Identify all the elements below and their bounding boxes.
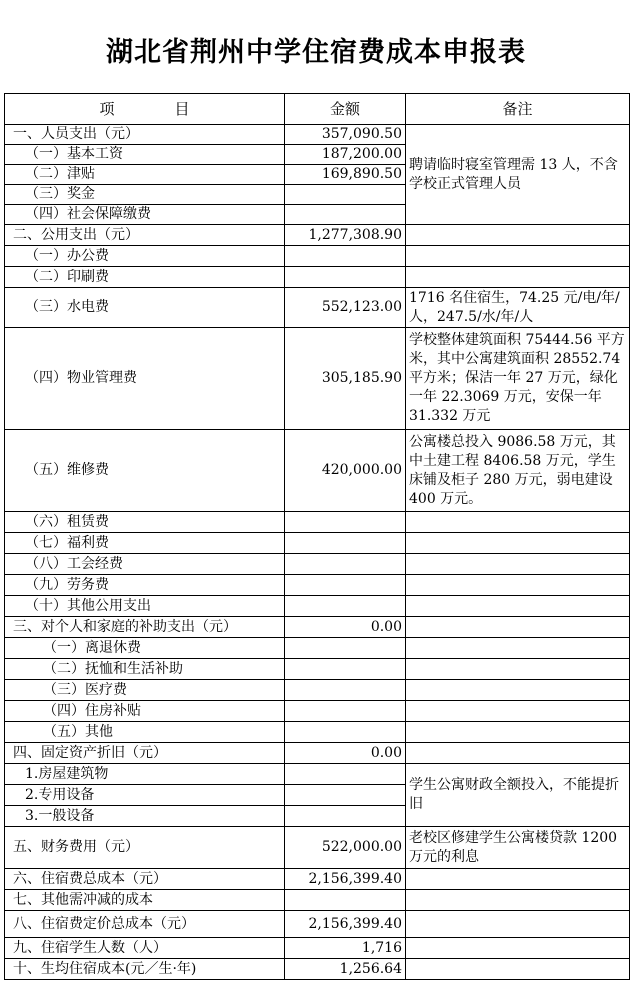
row-label: （二）津贴 [5, 165, 285, 185]
row-amount: 169,890.50 [285, 165, 406, 185]
row-label: 3.一般设备 [5, 806, 285, 827]
row-label: （七）福利费 [5, 533, 285, 554]
row-label: （三）水电费 [5, 288, 285, 328]
table-row [5, 680, 630, 701]
row-label: （二）抚恤和生活补助 [5, 659, 285, 680]
row-amount: 2,156,399.40 [285, 911, 406, 938]
row-label: 九、住宿学生人数（人） [5, 938, 285, 959]
row-label: （一）离退休费 [5, 638, 285, 659]
row-label: 十、生均住宿成本(元／生·年) [5, 959, 285, 980]
table-row [5, 533, 630, 554]
table-row [5, 575, 630, 596]
table-row [5, 938, 630, 959]
remark-utilities: 1716 名住宿生，74.25 元/电/年/人，247.5/水/年/人 [406, 288, 630, 328]
row-label: 一、人员支出（元） [5, 125, 285, 145]
remark-empty [406, 869, 630, 890]
table-row [5, 743, 630, 764]
row-label: （一）办公费 [5, 246, 285, 267]
row-label: （六）租赁费 [5, 512, 285, 533]
table-row [5, 288, 630, 328]
row-label: （九）劳务费 [5, 575, 285, 596]
table-row [5, 328, 630, 430]
row-amount [285, 246, 406, 267]
row-label: 1.房屋建筑物 [5, 764, 285, 785]
remark-property: 学校整体建筑面积 75444.56 平方米，其中公寓建筑面积 28552.74 平方米；保洁一年 27 万元，绿化一年 22.3069 万元，安保一年 31.332 万元 [406, 328, 630, 430]
row-label: 六、住宿费总成本（元） [5, 869, 285, 890]
remark-empty [406, 638, 630, 659]
page-title: 湖北省荆州中学住宿费成本申报表 [106, 37, 526, 68]
remark-empty [406, 959, 630, 980]
remark-empty [406, 890, 630, 911]
table-row [5, 617, 630, 638]
row-amount: 0.00 [285, 617, 406, 638]
table-row [5, 869, 630, 890]
row-label: （十）其他公用支出 [5, 596, 285, 617]
row-amount [285, 722, 406, 743]
row-amount [285, 701, 406, 722]
row-label: （八）工会经费 [5, 554, 285, 575]
row-amount [285, 596, 406, 617]
remark-empty [406, 680, 630, 701]
row-amount [285, 554, 406, 575]
row-amount [285, 785, 406, 806]
row-label: （四）物业管理费 [5, 328, 285, 430]
table-row [5, 267, 630, 288]
remark-empty [406, 554, 630, 575]
remark-empty [406, 575, 630, 596]
table-row [5, 659, 630, 680]
remark-empty [406, 743, 630, 764]
row-amount: 0.00 [285, 743, 406, 764]
table-row [5, 638, 630, 659]
table-row [5, 827, 630, 869]
row-amount [285, 659, 406, 680]
row-label: 2.专用设备 [5, 785, 285, 806]
remark-empty [406, 596, 630, 617]
row-label: （五）维修费 [5, 430, 285, 512]
row-label: （四）住房补贴 [5, 701, 285, 722]
row-label: 二、公用支出（元） [5, 225, 285, 246]
table-row [5, 722, 630, 743]
remark-empty [406, 659, 630, 680]
cost-report-table [4, 93, 630, 980]
row-label: （五）其他 [5, 722, 285, 743]
remark-empty [406, 533, 630, 554]
table-row [5, 554, 630, 575]
remark-empty [406, 225, 630, 246]
row-label: 三、对个人和家庭的补助支出（元） [5, 617, 285, 638]
row-amount: 552,123.00 [285, 288, 406, 328]
row-label: 四、固定资产折旧（元） [5, 743, 285, 764]
row-amount [285, 764, 406, 785]
remark-repair: 公寓楼总投入 9086.58 万元，其中土建工程 8406.58 万元，学生床铺及柜子 280 万元，弱电建设 400 万元。 [406, 430, 630, 512]
row-amount: 1,277,308.90 [285, 225, 406, 246]
row-label: 五、财务费用（元） [5, 827, 285, 869]
table-row [5, 430, 630, 512]
row-amount [285, 512, 406, 533]
row-amount: 420,000.00 [285, 430, 406, 512]
table-row [5, 596, 630, 617]
remark-empty [406, 246, 630, 267]
row-amount: 305,185.90 [285, 328, 406, 430]
row-amount [285, 205, 406, 225]
row-label: 八、住宿费定价总成本（元） [5, 911, 285, 938]
row-label: （四）社会保障缴费 [5, 205, 285, 225]
remark-empty [406, 701, 630, 722]
row-amount [285, 185, 406, 205]
remark-empty [406, 938, 630, 959]
remark-personnel: 聘请临时寝室管理需 13 人，不含学校正式管理人员 [406, 125, 630, 225]
row-label: （三）奖金 [5, 185, 285, 205]
row-amount [285, 638, 406, 659]
header-item-char-2: 目 [174, 99, 190, 118]
row-amount [285, 575, 406, 596]
row-amount: 1,716 [285, 938, 406, 959]
table-row [5, 225, 630, 246]
header-item [5, 94, 285, 125]
row-amount [285, 680, 406, 701]
row-amount: 187,200.00 [285, 145, 406, 165]
remark-empty [406, 722, 630, 743]
row-amount: 1,256.64 [285, 959, 406, 980]
table-row [5, 959, 630, 980]
remark-empty [406, 512, 630, 533]
row-amount [285, 890, 406, 911]
header-remark: 备注 [406, 94, 630, 125]
header-amount: 金额 [285, 94, 406, 125]
row-amount: 522,000.00 [285, 827, 406, 869]
row-label: 七、其他需冲减的成本 [5, 890, 285, 911]
table-row [5, 911, 630, 938]
table-row [5, 890, 630, 911]
remark-finance: 老校区修建学生公寓楼贷款 1200 万元的利息 [406, 827, 630, 869]
row-amount: 2,156,399.40 [285, 869, 406, 890]
table-row [5, 246, 630, 267]
row-label: （一）基本工资 [5, 145, 285, 165]
header-row [5, 94, 630, 125]
row-label: （三）医疗费 [5, 680, 285, 701]
table-row [5, 764, 630, 785]
row-label: （二）印刷费 [5, 267, 285, 288]
row-amount [285, 806, 406, 827]
table-row [5, 512, 630, 533]
table-row [5, 701, 630, 722]
remark-empty [406, 267, 630, 288]
remark-empty [406, 617, 630, 638]
row-amount: 357,090.50 [285, 125, 406, 145]
remark-depreciation: 学生公寓财政全额投入，不能提折旧 [406, 764, 630, 827]
header-item-char-1: 项 [99, 99, 115, 118]
row-amount [285, 533, 406, 554]
table-row [5, 125, 630, 145]
row-amount [285, 267, 406, 288]
remark-empty [406, 911, 630, 938]
